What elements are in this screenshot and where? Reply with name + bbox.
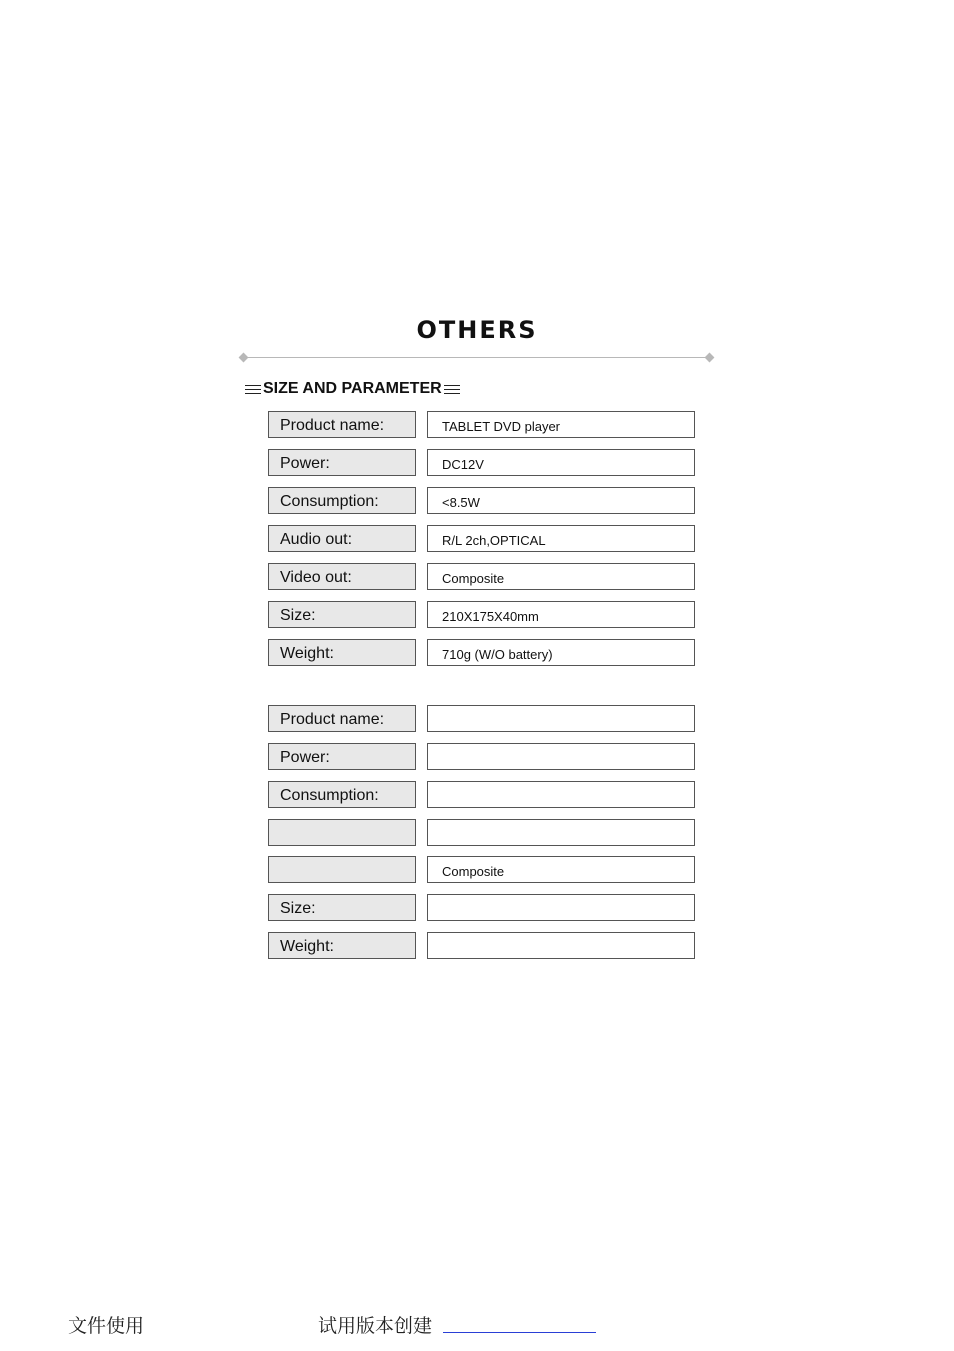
param-value-box [427,819,695,846]
param-label: Power: [280,455,330,472]
param-value: 210X175X40mm [442,609,539,624]
param-label: Video out: [280,569,352,586]
param-value-box [427,781,695,808]
page-title: OTHERS [416,316,538,344]
param-label-box [268,601,416,628]
param-value: R/L 2ch,OPTICAL [442,533,546,548]
param-label-box [268,563,416,590]
param-label: Weight: [280,938,334,955]
footer-watermark-left: 文件使用 [68,1315,145,1337]
param-label-box [268,705,416,732]
param-label-box [268,743,416,770]
param-label: Product name: [280,417,385,434]
section-title: SIZE AND PARAMETER [263,380,442,397]
param-label: Audio out: [280,531,353,548]
param-label: Size: [280,607,316,624]
param-label-box [268,894,416,921]
param-label: Product name: [280,711,385,728]
param-label-box [268,781,416,808]
param-value-box [427,639,695,666]
param-value-box [427,525,695,552]
param-value: TABLET DVD player [442,419,561,434]
footer-watermark-middle: 试用版本创建 [318,1315,433,1337]
param-label-box [268,411,416,438]
param-label: Consumption: [280,493,379,510]
param-value-box [427,932,695,959]
param-value-box [427,601,695,628]
param-value-box [427,411,695,438]
param-value: DC12V [442,457,484,472]
param-value-box [427,705,695,732]
param-label-box [268,525,416,552]
param-label-box [268,639,416,666]
param-value: 710g (W/O battery) [442,647,553,662]
param-label: Size: [280,900,316,917]
param-value-box [427,894,695,921]
param-value-box [427,563,695,590]
divider-left-diamond-icon [239,353,249,363]
param-label-box [268,449,416,476]
divider-right-diamond-icon [705,353,715,363]
param-value-box [427,487,695,514]
param-value-box [427,743,695,770]
menu-lines-icon [245,382,261,397]
title-divider [243,357,710,358]
param-value: <8.5W [442,495,480,510]
param-label-box [268,819,416,846]
section-heading [243,380,462,398]
param-label-box [268,856,416,883]
param-value: Composite [442,864,505,879]
footer-link-underline[interactable] [443,1332,596,1333]
param-label-box [268,932,416,959]
param-value: Composite [442,571,505,586]
param-label-box [268,487,416,514]
param-value-box [427,856,695,883]
param-label: Power: [280,749,330,766]
param-label: Weight: [280,645,334,662]
param-value-box [427,449,695,476]
menu-lines-icon [444,382,460,397]
param-label: Consumption: [280,787,379,804]
